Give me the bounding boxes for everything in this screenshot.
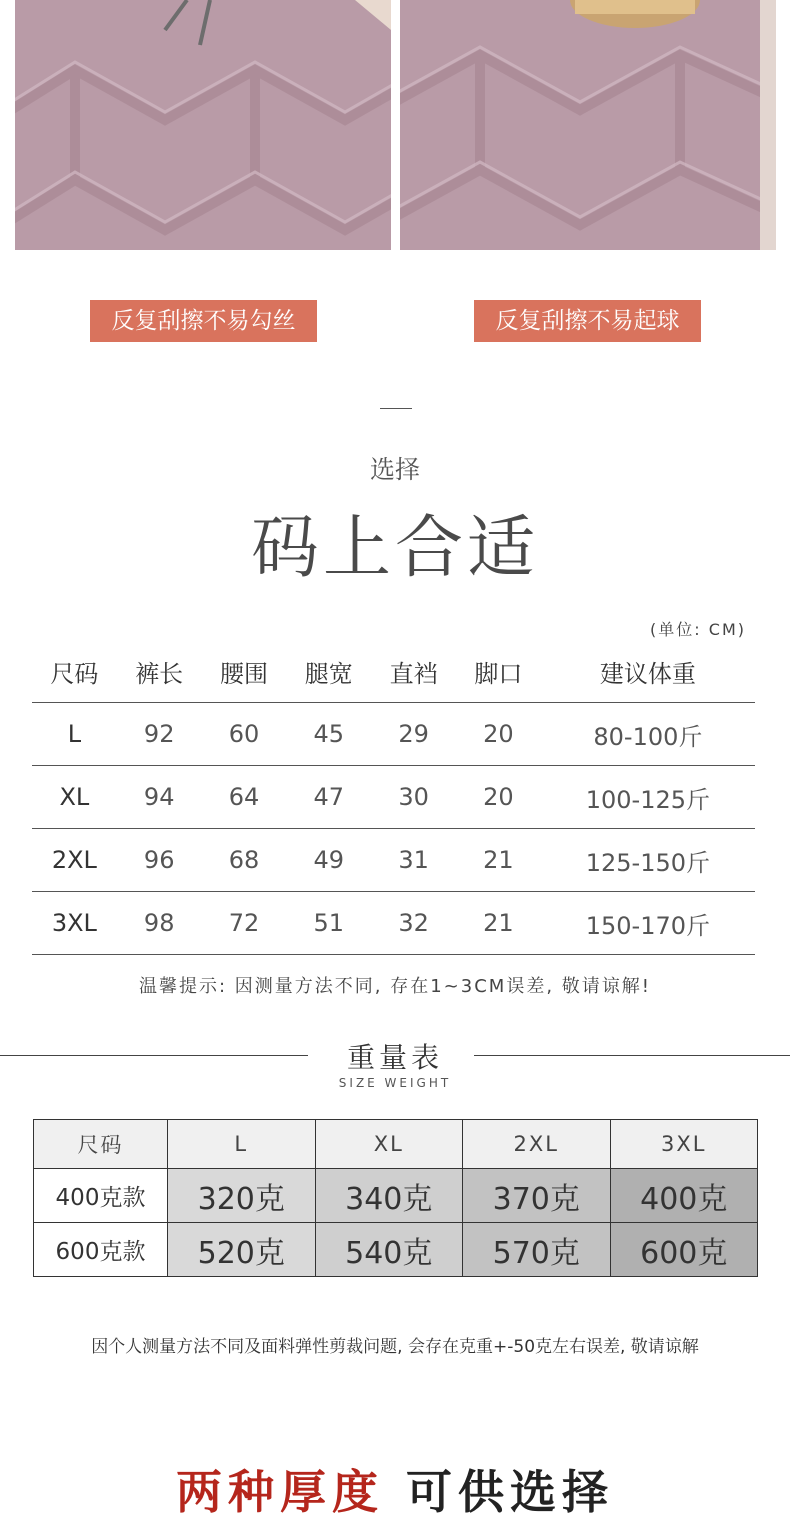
table-cell: 31 bbox=[371, 829, 456, 892]
row-label: 600克款 bbox=[34, 1223, 168, 1277]
table-cell: 21 bbox=[456, 829, 541, 892]
col-header: 尺码 bbox=[32, 640, 117, 703]
table-cell: 94 bbox=[117, 766, 202, 829]
col-header: 裤长 bbox=[117, 640, 202, 703]
weight-cell: 400克 bbox=[610, 1169, 758, 1223]
weight-cell: 340克 bbox=[315, 1169, 463, 1223]
weight-title: 重量表 bbox=[346, 1041, 443, 1074]
table-cell: 100-125斤 bbox=[541, 766, 755, 829]
fabric-photo-scissors bbox=[15, 0, 391, 250]
table-cell: 80-100斤 bbox=[541, 703, 755, 766]
weight-note: 因个人测量方法不同及面料弹性剪裁问题, 会存在克重+-50克左右误差, 敬请谅解 bbox=[91, 1337, 699, 1357]
thickness-heading-red: 两种厚度 bbox=[175, 1465, 384, 1519]
weight-cell: 570克 bbox=[463, 1223, 611, 1277]
weight-cell: 600克 bbox=[610, 1223, 758, 1277]
col-header: 建议体重 bbox=[541, 640, 755, 703]
section-divider bbox=[380, 408, 412, 409]
table-row bbox=[32, 892, 755, 955]
table-cell: 49 bbox=[286, 829, 371, 892]
col-header: 3XL bbox=[610, 1120, 758, 1169]
thickness-heading-dark: 可供选择 bbox=[406, 1465, 614, 1519]
table-row bbox=[34, 1169, 758, 1223]
table-cell: 125-150斤 bbox=[541, 829, 755, 892]
table-cell: 3XL bbox=[32, 892, 117, 955]
col-header: L bbox=[168, 1120, 316, 1169]
table-row bbox=[34, 1223, 758, 1277]
table-cell: L bbox=[32, 703, 117, 766]
table-row bbox=[32, 766, 755, 829]
table-cell: 30 bbox=[371, 766, 456, 829]
table-row bbox=[32, 829, 755, 892]
table-cell: 45 bbox=[286, 703, 371, 766]
weight-cell: 320克 bbox=[168, 1169, 316, 1223]
table-cell: 51 bbox=[286, 892, 371, 955]
measurement-tip: 温馨提示: 因测量方法不同, 存在1~3CM误差, 敬请谅解! bbox=[139, 976, 651, 997]
weight-subtitle: SIZE WEIGHT bbox=[338, 1076, 452, 1090]
col-header: XL bbox=[315, 1120, 463, 1169]
fabric-photo-brush bbox=[400, 0, 776, 250]
col-header: 直裆 bbox=[371, 640, 456, 703]
table-cell: 98 bbox=[117, 892, 202, 955]
size-table-header bbox=[32, 640, 755, 703]
table-cell: 20 bbox=[456, 703, 541, 766]
col-header: 腿宽 bbox=[286, 640, 371, 703]
weight-cell: 540克 bbox=[315, 1223, 463, 1277]
table-cell: 72 bbox=[202, 892, 287, 955]
row-label: 400克款 bbox=[34, 1169, 168, 1223]
table-cell: 64 bbox=[202, 766, 287, 829]
table-cell: 21 bbox=[456, 892, 541, 955]
unit-label: (单位: CM) bbox=[650, 620, 746, 639]
size-table bbox=[32, 640, 755, 955]
table-cell: 60 bbox=[202, 703, 287, 766]
table-row bbox=[32, 703, 755, 766]
scratch-snag-tag: 反复刮擦不易勾丝 bbox=[90, 300, 317, 342]
table-cell: 32 bbox=[371, 892, 456, 955]
weight-cell: 370克 bbox=[463, 1169, 611, 1223]
weight-table-header bbox=[34, 1120, 758, 1169]
section-subtitle: 选择 bbox=[369, 455, 420, 484]
table-cell: 29 bbox=[371, 703, 456, 766]
col-header: 脚口 bbox=[456, 640, 541, 703]
table-cell: 150-170斤 bbox=[541, 892, 755, 955]
table-cell: 2XL bbox=[32, 829, 117, 892]
table-cell: 47 bbox=[286, 766, 371, 829]
weight-cell: 520克 bbox=[168, 1223, 316, 1277]
thickness-heading bbox=[0, 1456, 790, 1522]
table-cell: 68 bbox=[202, 829, 287, 892]
table-cell: XL bbox=[32, 766, 117, 829]
table-cell: 96 bbox=[117, 829, 202, 892]
weight-table bbox=[33, 1119, 758, 1277]
section-title: 码上合适 bbox=[250, 509, 539, 588]
table-cell: 20 bbox=[456, 766, 541, 829]
scratch-pilling-tag: 反复刮擦不易起球 bbox=[474, 300, 701, 342]
col-header: 腰围 bbox=[202, 640, 287, 703]
col-header: 尺码 bbox=[34, 1120, 168, 1169]
table-cell: 92 bbox=[117, 703, 202, 766]
col-header: 2XL bbox=[463, 1120, 611, 1169]
